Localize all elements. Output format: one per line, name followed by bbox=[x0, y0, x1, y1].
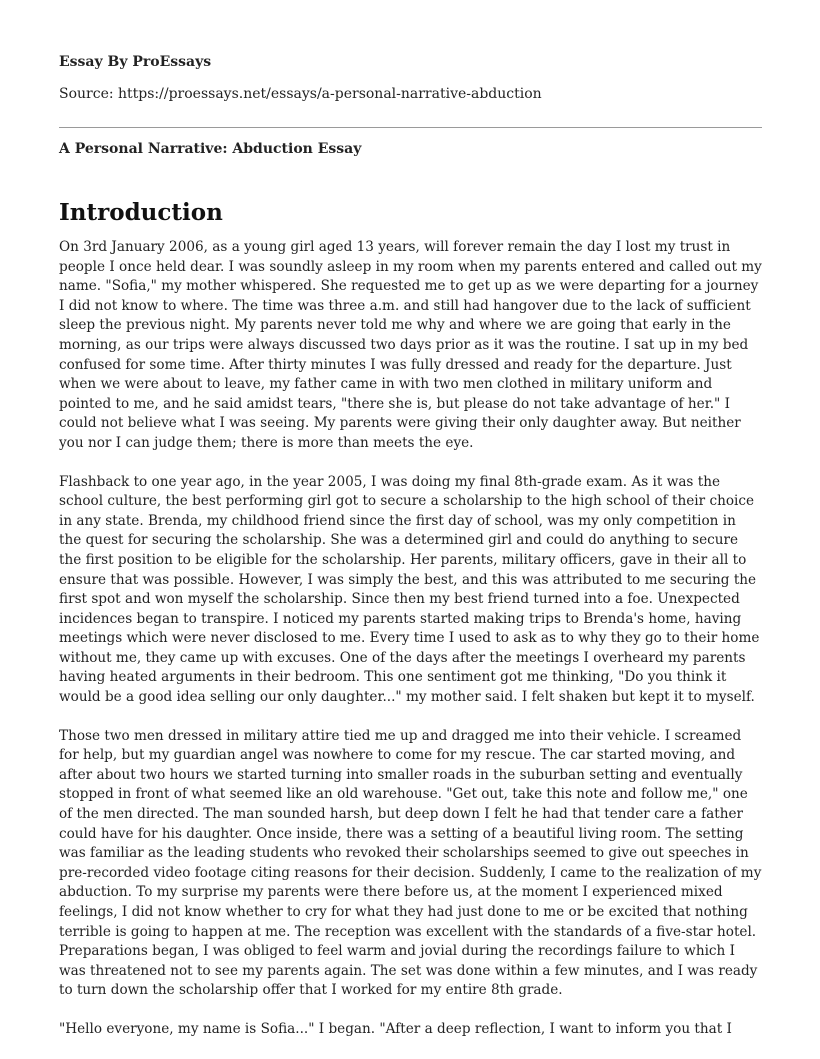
source-line: Source: https://proessays.net/essays/a-personal-narrative-abduction bbox=[59, 86, 542, 102]
paragraph: On 3rd January 2006, as a young girl aged 13 years, will forever remain the day I lost my trust in people I once held dear. I was soundly asleep in my room when my parents entered and called out my name. "Sofia," my mother whispered. She requested me to get up as we were departing for a journey I did not know to where. The time was three a.m. and still had hangover due to the lack of sufficient sleep the previous night. My parents never told me why and where we are going that early in the morning, as our trips were always discussed two days prior as it was the routine. I sat up in my bed confused for some time. After thirty minutes I was fully dressed and ready for the departure. Just when we were about to leave, my father came in with two men clothed in military uniform and pointed to me, and he said amidst tears, "there she is, but please do not take advantage of her." I could not believe what I was seeing. My parents were giving their only daughter away. But neither you nor I can judge them; there is more than meets the eye. bbox=[59, 239, 762, 451]
header-divider bbox=[59, 127, 762, 128]
paragraph: Those two men dressed in military attire tied me up and dragged me into their vehicle. I screamed for help, but my guardian angel was nowhere to come for my rescue. The car started moving, and after about two hours we started turning into smaller roads in the suburban setting and eventually stopped in front of what seemed like an old warehouse. "Get out, take this note and follow me," one of the men directed. The man sounded harsh, but deep down I felt he had that tender care a father could have for his daughter. Once inside, there was a setting of a beautiful living room. The setting was familiar as the leading students who revoked their scholarships seemed to give out speeches in pre-recorded video footage citing reasons for their decision. Suddenly, I came to the realization of my abduction. To my surprise my parents were there before us, at the moment I experienced mixed feelings, I did not know whether to cry for what they had just done to me or be excited that nothing terrible is going to happen at me. The reception was excellent with the standards of a five-star hotel. Preparations began, I was obliged to feel warm and jovial during the recordings failure to which I was threatened not to see my parents again. The set was done within a few minutes, and I was ready to turn down the scholarship offer that I worked for my entire 8th grade. bbox=[59, 727, 762, 999]
essay-body bbox=[59, 238, 762, 1059]
essay-by-label: Essay By ProEssays bbox=[59, 54, 212, 70]
essay-title: A Personal Narrative: Abduction Essay bbox=[59, 141, 362, 157]
paragraph: Flashback to one year ago, in the year 2005, I was doing my final 8th-grade exam. As it was the school culture, the best performing girl got to secure a scholarship to the high school of their choice in any state. Brenda, my childhood friend since the first day of school, was my only competition in the quest for securing the scholarship. She was a determined girl and could do anything to secure the first position to be eligible for the scholarship. Her parents, military officers, gave in their all to ensure that was possible. However, I was simply the best, and this was attributed to me securing the first spot and won myself the scholarship. Since then my best friend turned into a foe. Unexpected incidences began to transpire. I noticed my parents started making trips to Brenda's home, having meetings which were never disclosed to me. Every time I used to ask as to why they go to their home without me, they came up with excuses. One of the days after the meetings I overheard my parents having heated arguments in their bedroom. This one sentiment got me thinking, "Do you think it would be a good idea selling our only daughter..." my mother said. I felt shaken but kept it to myself. bbox=[59, 473, 760, 706]
section-heading: Introduction bbox=[59, 199, 223, 226]
paragraph: "Hello everyone, my name is Sofia..." I began. "After a deep reflection, I want to inform you that I bbox=[59, 1020, 732, 1037]
